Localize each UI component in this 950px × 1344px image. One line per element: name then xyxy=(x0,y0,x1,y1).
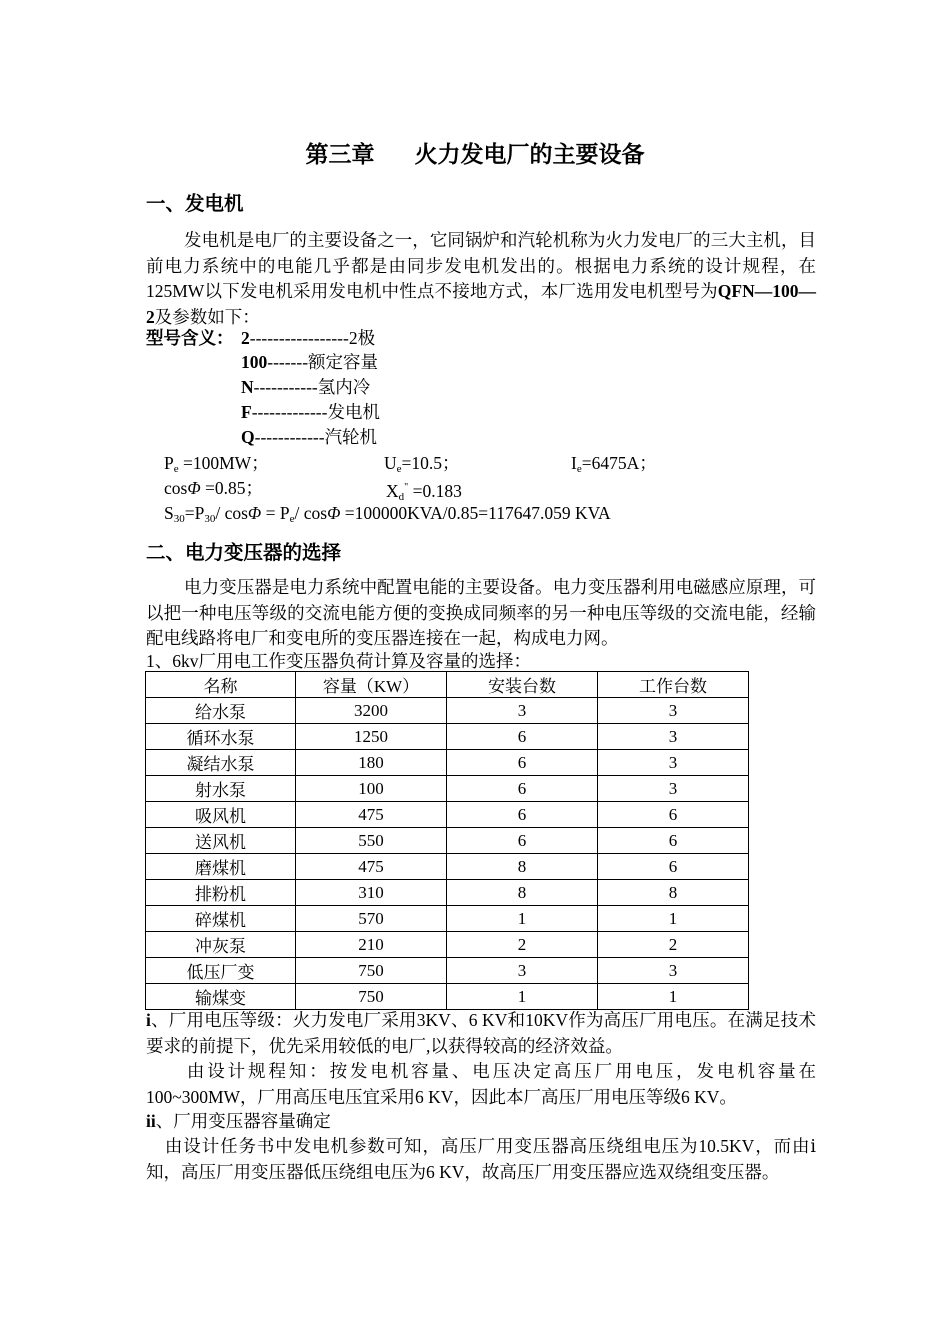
model-meaning-label: 型号含义： xyxy=(146,328,234,348)
table-cell: 6 xyxy=(447,750,598,776)
voltage-level-paragraph: i、厂用电压等级：火力发电厂采用3KV、6 KV和10KV作为高压厂用电压。在满足技术要求的前提下，优先采用较低的电厂,以获得较高的经济效益。 xyxy=(146,1010,816,1056)
table-cell: 750 xyxy=(296,984,447,1010)
chapter-name: 火力发电厂的主要设备 xyxy=(414,142,645,168)
table-row xyxy=(146,906,749,932)
table-cell: 3 xyxy=(598,750,749,776)
table-row xyxy=(146,932,749,958)
table-cell: 180 xyxy=(296,750,447,776)
table-row xyxy=(146,958,749,984)
table-cell: 210 xyxy=(296,932,447,958)
table-cell: 冲灰泵 xyxy=(146,932,296,958)
param-reactance: $X_d^" =0.183$ xyxy=(386,481,462,503)
table-cell: 循环水泵 xyxy=(146,724,296,750)
table-cell: 6 xyxy=(447,776,598,802)
table-cell: 8 xyxy=(447,854,598,880)
table-cell: 给水泵 xyxy=(146,698,296,724)
table-cell: 2 xyxy=(598,932,749,958)
roman-ii-label: ii xyxy=(146,1111,156,1131)
load-table xyxy=(145,671,749,1010)
model-meaning-row: 100-------额定容量 xyxy=(241,352,379,372)
table-header-cell: 名称 xyxy=(146,672,296,698)
table-cell: 570 xyxy=(296,906,447,932)
table-cell: 8 xyxy=(598,880,749,906)
table-header-cell: 工作台数 xyxy=(598,672,749,698)
transformer-capacity-heading: ii、厂用变压器容量确定 xyxy=(146,1111,331,1131)
table-header-cell: 安装台数 xyxy=(447,672,598,698)
table-row xyxy=(146,984,749,1010)
chapter-number: 第三章 xyxy=(305,142,375,168)
roman-i-label: i xyxy=(146,1010,151,1030)
table-row xyxy=(146,828,749,854)
table-row xyxy=(146,880,749,906)
table-cell: 3 xyxy=(598,776,749,802)
table-cell: 475 xyxy=(296,854,447,880)
table-cell: 6 xyxy=(598,854,749,880)
table-cell: 凝结水泵 xyxy=(146,750,296,776)
transformer-paragraph: 电力变压器是电力系统中配置电能的主要设备。电力变压器利用电磁感应原理，可以把一种电压等级的交流电能方便的变换成同频率的另一种电压等级的交流电能，经输配电线路将电厂和变电所的变压器连接在一起，构成电力网。 xyxy=(146,577,816,648)
generator-paragraph: 发电机是电厂的主要设备之一，它同锅炉和汽轮机称为火力发电厂的三大主机，目前电力系统中的电能几乎都是由同步发电机发出的。根据电力系统的设计规程，在125MW以下发电机采用发电机中性点不接地方式，本厂选用发电机型号为QFN—100—2及参数如下： xyxy=(146,230,816,327)
table-cell: 750 xyxy=(296,958,447,984)
table-cell: 3 xyxy=(447,958,598,984)
table-cell: 1250 xyxy=(296,724,447,750)
table-cell: 6 xyxy=(447,828,598,854)
table-cell: 6 xyxy=(447,802,598,828)
table-cell: 310 xyxy=(296,880,447,906)
chapter-title xyxy=(0,136,950,169)
table-cell: 6 xyxy=(598,828,749,854)
model-meaning-row: F-------------发电机 xyxy=(241,402,380,422)
table-cell: 低压厂变 xyxy=(146,958,296,984)
param-apparent-power: $S_{30}=P_{30}/$ $\cos\Phi = P_e/$ cosΦ =100000KVA/0.85=117647.059 KVA xyxy=(164,503,611,525)
final-paragraph: 由设计任务书中发电机参数可知，高压厂用变压器高压绕组电压为10.5KV，而由ⅰ知，高压厂用变压器低压绕组电压为6 KV，故高压厂用变压器应选双绕组变压器。 xyxy=(146,1136,816,1182)
table-cell: 碎煤机 xyxy=(146,906,296,932)
table-cell: 1 xyxy=(598,906,749,932)
model-meaning-row: N-----------氢内冷 xyxy=(241,377,371,397)
table-cell: 8 xyxy=(447,880,598,906)
table-row xyxy=(146,750,749,776)
table-cell: 射水泵 xyxy=(146,776,296,802)
table-row xyxy=(146,854,749,880)
table-cell: 3200 xyxy=(296,698,447,724)
table-cell: 吸风机 xyxy=(146,802,296,828)
table-cell: 100 xyxy=(296,776,447,802)
section-heading-generator: 一、发电机 xyxy=(146,192,244,215)
param-rated-power: $P_e =100MW$； xyxy=(164,453,269,475)
design-rule-paragraph: 由设计规程知：按发电机容量、电压决定高压厂用电压，发电机容量在100~300MW，厂用高压电压宜采用6 KV，因此本厂高压厂用电压等级6 KV。 xyxy=(146,1061,816,1107)
table-cell: 3 xyxy=(598,724,749,750)
generator-model: QFN—100—2 xyxy=(146,281,816,327)
table-cell: 3 xyxy=(447,698,598,724)
table-caption: 1、6kv厂用电工作变压器负荷计算及容量的选择： xyxy=(146,651,531,671)
table-cell: 1 xyxy=(447,984,598,1010)
table-cell: 6 xyxy=(598,802,749,828)
table-row xyxy=(146,776,749,802)
table-row xyxy=(146,724,749,750)
table-header-row xyxy=(146,672,749,698)
table-cell: 3 xyxy=(598,698,749,724)
table-cell: 6 xyxy=(447,724,598,750)
section-heading-transformer: 二、电力变压器的选择 xyxy=(146,541,342,564)
param-rated-current: $I_e=6475A$； xyxy=(571,453,657,475)
table-cell: 送风机 xyxy=(146,828,296,854)
param-power-factor: cosΦ =0.85； xyxy=(164,478,264,498)
param-rated-voltage: $U_e=10.5$； xyxy=(384,453,460,475)
table-row xyxy=(146,802,749,828)
table-cell: 输煤变 xyxy=(146,984,296,1010)
model-meaning-row: Q------------汽轮机 xyxy=(241,427,378,447)
table-cell: 1 xyxy=(598,984,749,1010)
table-cell: 475 xyxy=(296,802,447,828)
table-cell: 1 xyxy=(447,906,598,932)
table-header-cell: 容量（KW） xyxy=(296,672,447,698)
table-cell: 550 xyxy=(296,828,447,854)
table-cell: 排粉机 xyxy=(146,880,296,906)
table-row xyxy=(146,698,749,724)
table-cell: 3 xyxy=(598,958,749,984)
model-meaning-row: 2-----------------2极 xyxy=(241,328,376,348)
table-cell: 2 xyxy=(447,932,598,958)
table-cell: 磨煤机 xyxy=(146,854,296,880)
